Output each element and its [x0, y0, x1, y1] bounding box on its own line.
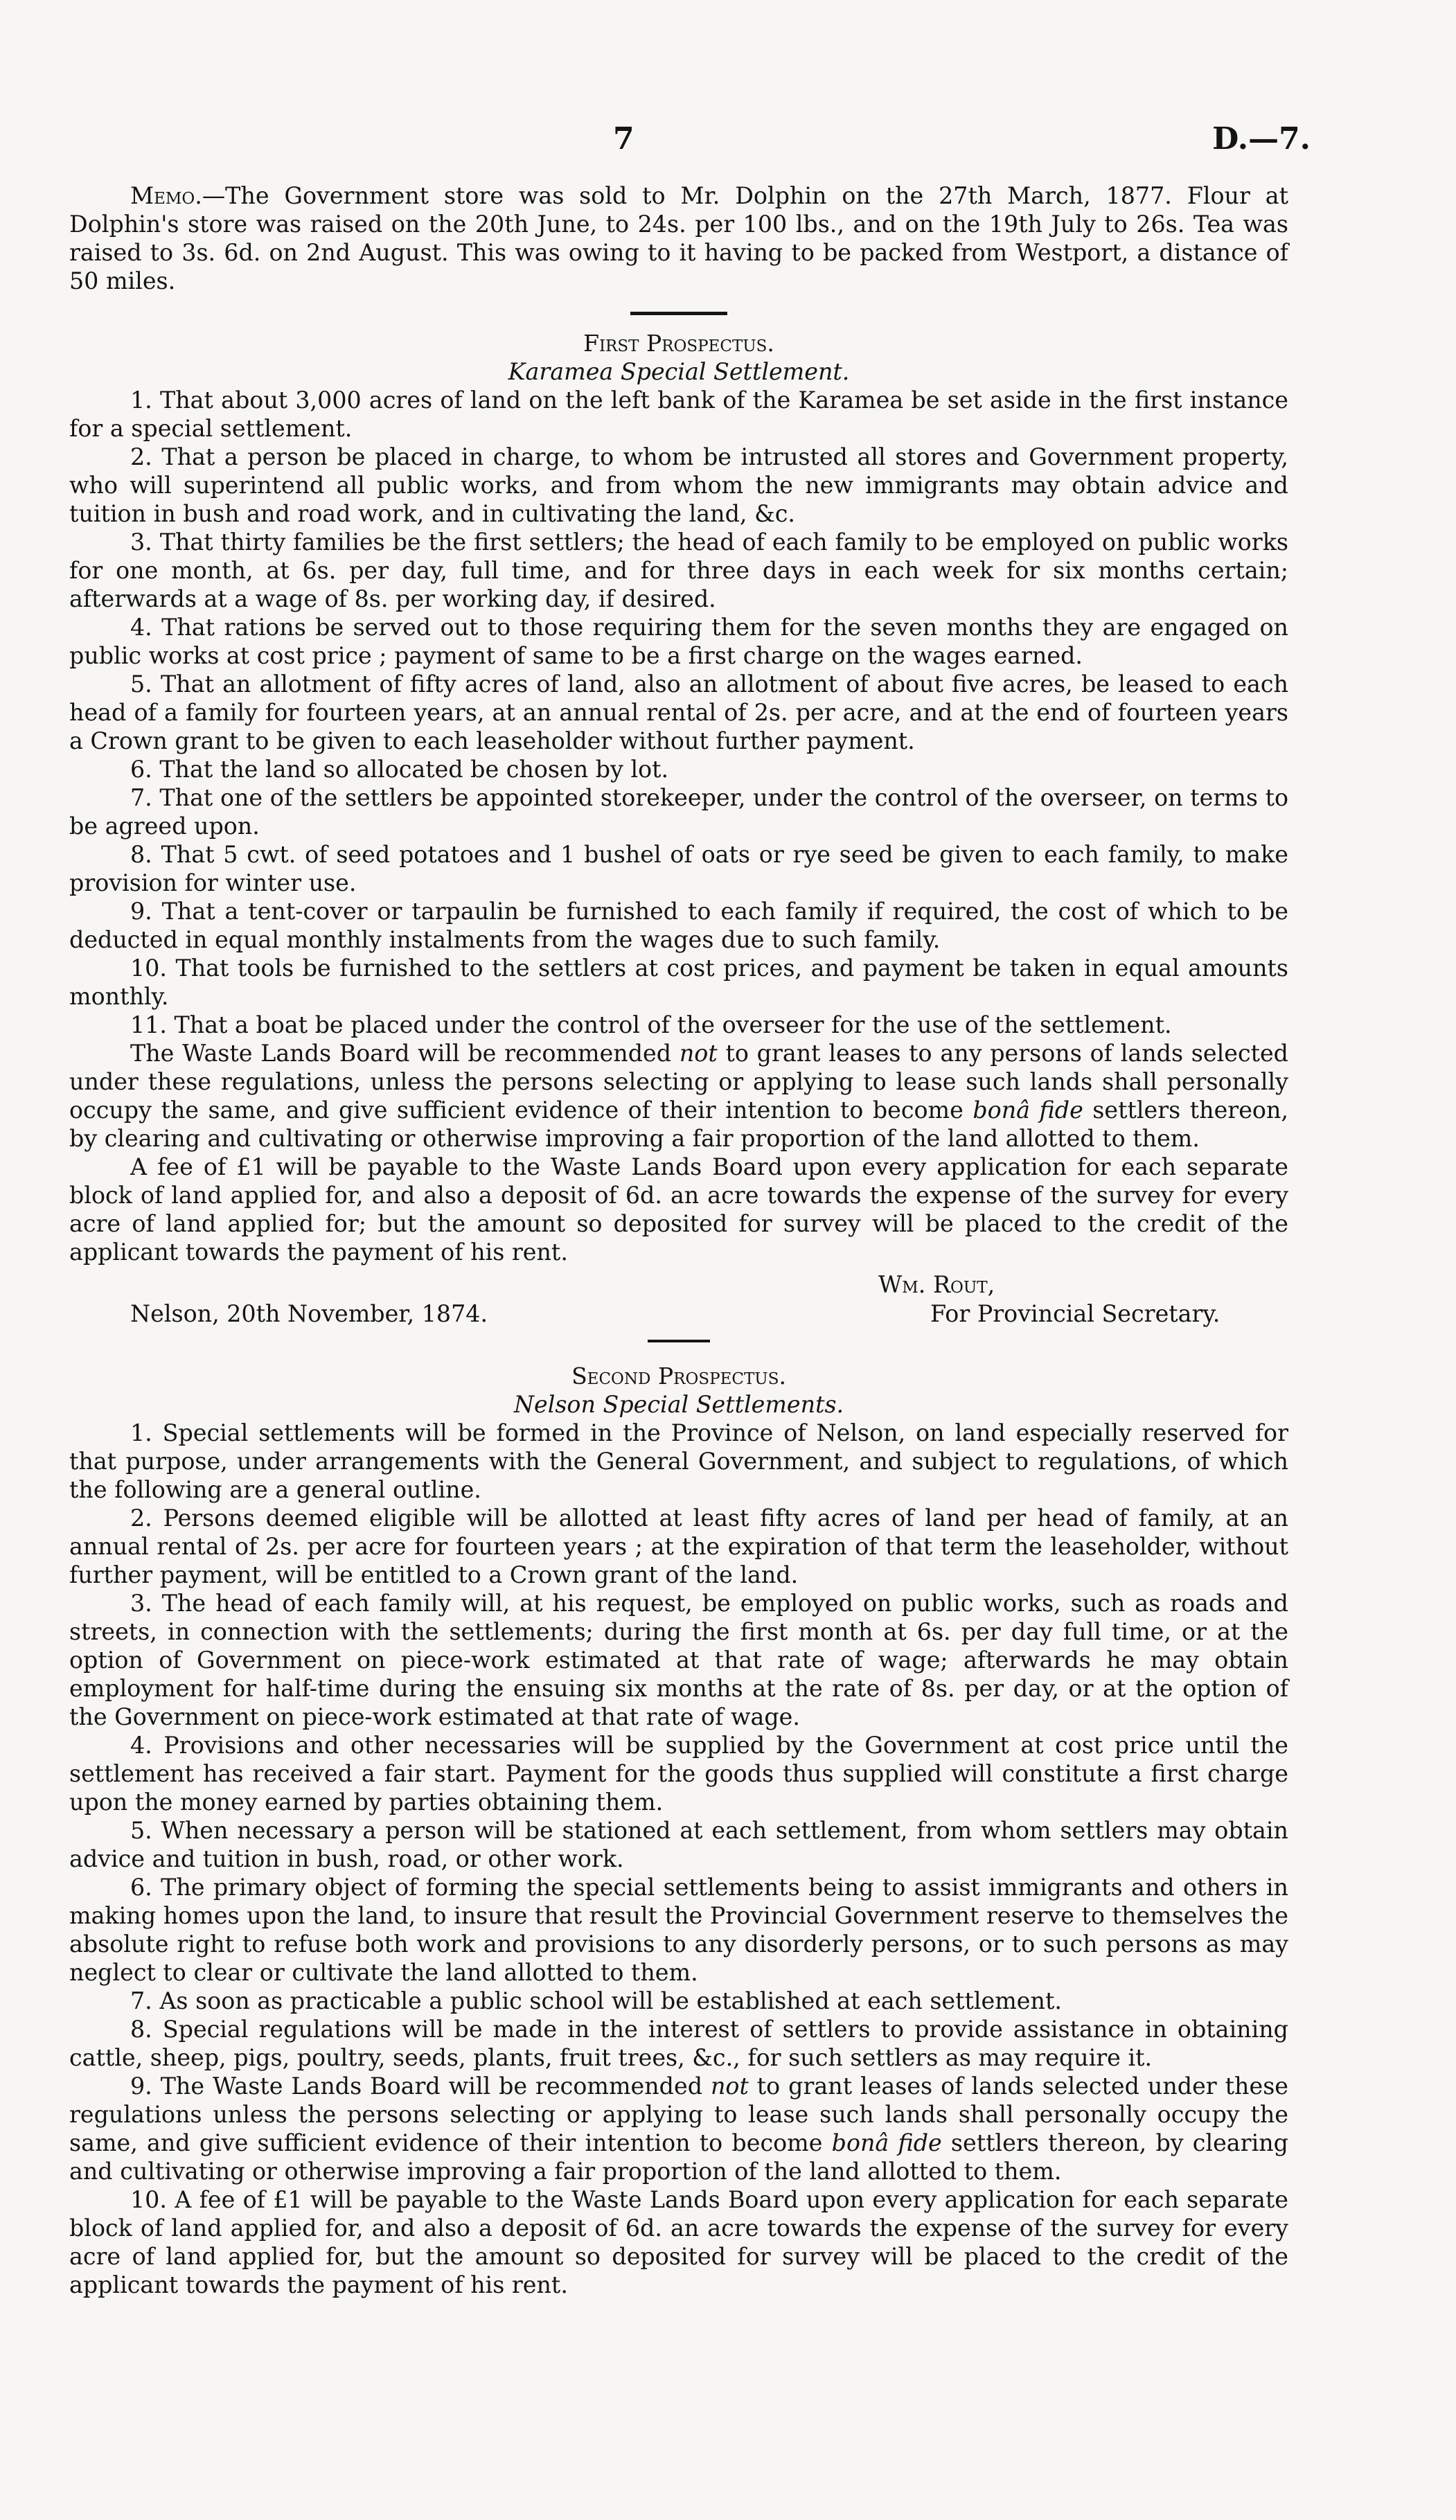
second-prospectus-items — [69, 1419, 1288, 2299]
item9-text-c: settlers thereon, by clearing and cultivating or otherwise improving a fair proportion of the land allotted to them. — [69, 2129, 1288, 2185]
waste-bona-fide: bonâ fide — [973, 1097, 1083, 1124]
section-divider — [630, 312, 727, 315]
page-number: 7 — [613, 121, 634, 157]
item9-text-b: to grant leases of lands selected under these regulations unless the persons selecting or applying to lease such lands shall personally occupy the same, and give sufficient evidence of their intention to become — [69, 2073, 1288, 2156]
second-item-9 — [69, 2072, 1288, 2185]
second-item-7: 7. As soon as practicable a public school will be established at each settlement. — [130, 1987, 1062, 2014]
first-item-1: 1. That about 3,000 acres of land on the left bank of the Karamea be set aside in the first instance for a special settlement. — [69, 387, 1288, 442]
second-item-1: 1. Special settlements will be formed in the Province of Nelson, on land especially reserved for that purpose, under arrangements with the General Government, and subject to regulations, of which the following are a general outline. — [69, 1419, 1288, 1503]
second-item-10: 10. A fee of £1 will be payable to the Waste Lands Board upon every application for each separate block of land applied for, and also a deposit of 6d. an acre towards the expense of the survey for every acre of land applied for, but the amount so deposited for survey will be placed to the credit of the applicant towards the payment of his rent. — [69, 2186, 1288, 2298]
item9-not: not — [710, 2073, 749, 2100]
second-item-8: 8. Special regulations will be made in the interest of settlers to provide assistance in obtaining cattle, sheep, pigs, poultry, seeds, plants, fruit trees, &c., for such settlers as may require it. — [69, 2016, 1288, 2071]
waste-text-c: settlers thereon, by clearing and cultivating or otherwise improving a fair proportion of the land allotted to them. — [69, 1097, 1288, 1152]
page-header — [0, 121, 1456, 163]
first-item-5: 5. That an allotment of fifty acres of land, also an allotment of about five acres, be leased to each head of a family for fourteen years, at an annual rental of 2s. per acre, and at the end of fourteen years a Crown grant to be given to each leaseholder without further payment. — [69, 671, 1288, 754]
first-item-3: 3. That thirty families be the first settlers; the head of each family to be employed on public works for one month, at 6s. per day, full time, and for three days in each week for six months certain; afterwards at a wage of 8s. per working day, if desired. — [69, 529, 1288, 612]
waste-text-b: to grant leases to any persons of lands selected under these regulations, unless the persons selecting or applying to lease such lands shall personally occupy the same, and give sufficient evidence of their intention to become — [69, 1040, 1288, 1124]
second-prospectus-subtitle: Nelson Special Settlements. — [513, 1391, 844, 1418]
second-item-5: 5. When necessary a person will be stationed at each settlement, from whom settlers may obtain advice and tuition in bush, road, or other work. — [69, 1817, 1288, 1872]
second-item-6: 6. The primary object of forming the special settlements being to assist immigrants and others in making homes upon the land, to insure that result the Provincial Government reserve to themselves the absolute right to refuse both work and provisions to any disorderly persons, or to such persons as may neglect to clear or cultivate the land allotted to them. — [69, 1874, 1288, 1986]
item9-text-a: 9. The Waste Lands Board will be recommended — [130, 2073, 711, 2100]
fee-paragraph: A fee of £1 will be payable to the Waste Lands Board upon every application for each separate block of land applied for, and also a deposit of 6d. an acre towards the expense of the survey for every acre of land applied for; but the amount so deposited for survey will be placed to the credit of the applicant towards the payment of his rent. — [69, 1153, 1288, 1266]
signature-block — [69, 1270, 1288, 1330]
first-item-2: 2. That a person be placed in charge, to whom be intrusted all stores and Government property, who will superintend all public works, and from whom the new immigrants may obtain advice and tuition in bush and road work, and in cultivating the land, &c. — [69, 443, 1288, 527]
document-reference: D.—7. — [1212, 121, 1311, 157]
signatory-name: Wm. Rout, — [878, 1271, 995, 1298]
waste-text-a: The Waste Lands Board will be recommended — [130, 1040, 680, 1067]
first-prospectus-items — [69, 386, 1288, 1039]
signatory-role: For Provincial Secretary. — [930, 1300, 1220, 1327]
second-item-4: 4. Provisions and other necessaries will be supplied by the Government at cost price until the settlement has received a fair start. Payment for the goods thus supplied will constitute a first charge upon the money earned by parties obtaining them. — [69, 1732, 1288, 1816]
first-item-11: 11. That a boat be placed under the control of the overseer for the use of the settlement. — [130, 1011, 1172, 1038]
waste-lands-paragraph — [69, 1039, 1288, 1153]
memo-lead: Memo. — [130, 182, 202, 209]
second-item-3: 3. The head of each family will, at his request, be employed on public works, such as roads and streets, in connection with the settlements; during the first month at 6s. per day full time, or at the option of Government on piece-work estimated at that rate of wage; afterwards he may obtain employment for half-time during the ensuing six months at the rate of 8s. per day, or at the option of the Government on piece-work estimated at that rate of wage. — [69, 1590, 1288, 1730]
memo-paragraph — [69, 181, 1288, 295]
second-item-2: 2. Persons deemed eligible will be allotted at least fifty acres of land per head of family, at an annual rental of 2s. per acre for fourteen years ; at the expiration of that term the leaseholder, without further payment, will be entitled to a Crown grant of the land. — [69, 1505, 1288, 1588]
item9-bona-fide: bonâ fide — [831, 2129, 942, 2156]
first-item-9: 9. That a tent-cover or tarpaulin be furnished to each family if required, the cost of which to be deducted in equal monthly instalments from the wages due to such family. — [69, 898, 1288, 953]
place-date: Nelson, 20th November, 1874. — [130, 1300, 488, 1327]
first-item-4: 4. That rations be served out to those requiring them for the seven months they are engaged on public works at cost price ; payment of same to be a first charge on the wages earned. — [69, 614, 1288, 669]
section-divider — [648, 1340, 710, 1342]
first-item-8: 8. That 5 cwt. of seed potatoes and 1 bushel of oats or rye seed be given to each family, to make provision for winter use. — [69, 841, 1288, 896]
first-prospectus-subtitle: Karamea Special Settlement. — [508, 358, 850, 385]
waste-not: not — [679, 1040, 718, 1067]
second-prospectus-title: Second Prospectus. — [571, 1363, 786, 1390]
memo-text: —The Government store was sold to Mr. Dolphin on the 27th March, 1877. Flour at Dolphin's store was raised on the 20th June, to 24s. per 100 lbs., and on the 19th July to 26s. Tea was raised to 3s. 6d. on 2nd August. This was owing to it having to be packed from Westport, a distance of 50 miles. — [69, 182, 1288, 294]
first-item-10: 10. That tools be furnished to the settlers at cost prices, and payment be taken in equal amounts monthly. — [69, 955, 1288, 1010]
first-prospectus-title: First Prospectus. — [583, 330, 774, 357]
first-item-7: 7. That one of the settlers be appointed storekeeper, under the control of the overseer, on terms to be agreed upon. — [69, 784, 1288, 840]
page-content — [69, 181, 1288, 2299]
first-item-6: 6. That the land so allocated be chosen by lot. — [130, 756, 669, 783]
